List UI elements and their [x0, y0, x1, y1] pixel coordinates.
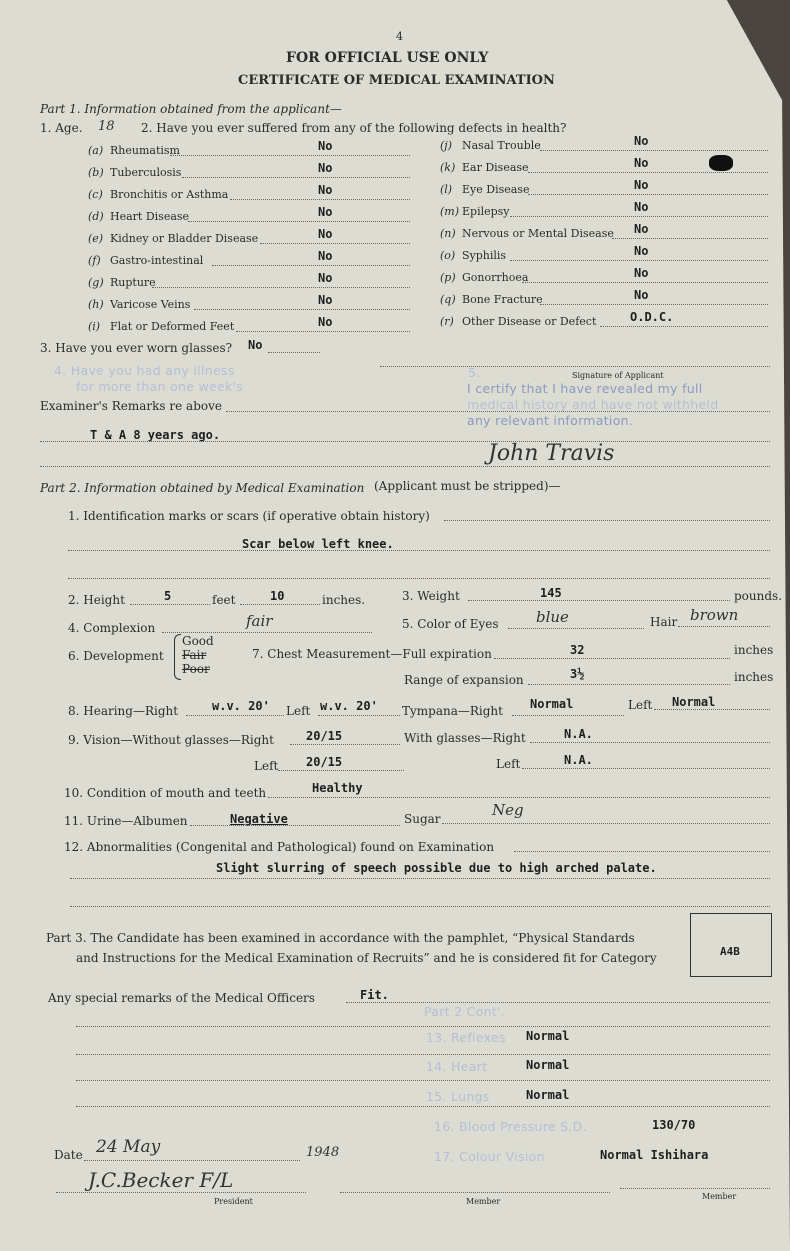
defect-letter: (r) — [440, 315, 454, 328]
dotted-leader — [528, 172, 768, 173]
defect-label: Rheumatism — [110, 144, 180, 157]
age-label: 1. Age. — [40, 121, 83, 135]
defect-letter: (l) — [440, 183, 453, 196]
examiner-remarks-value: T & A 8 years ago. — [90, 428, 221, 442]
defect-answer: No — [318, 205, 333, 219]
defect-label: Flat or Deformed Feet — [110, 320, 235, 333]
defect-answer: No — [318, 249, 333, 263]
development-option-fair: Fair — [182, 648, 207, 662]
weight-value: 145 — [540, 586, 562, 600]
defect-label: Kidney or Bladder Disease — [110, 232, 259, 245]
signature-caption: Signature of Applicant — [572, 371, 664, 380]
part3-line-2: and Instructions for the Medical Examination of Recruits” and he is considered fit for Category — [76, 951, 657, 965]
defect-letter: (n) — [440, 227, 456, 240]
urine-label: 11. Urine—Albumen — [64, 814, 188, 828]
expansion-value: 3½ — [570, 667, 585, 681]
mouth-value: Healthy — [312, 781, 363, 795]
age-value: 18 — [98, 119, 115, 134]
dotted-leader — [528, 194, 768, 195]
defect-answer: No — [318, 315, 333, 329]
development-option-poor: Poor — [182, 662, 210, 676]
dotted-leader — [612, 238, 768, 239]
vision-label: 9. Vision—Without glasses—Right — [68, 733, 274, 747]
president-signature: J.C.Becker F/L — [88, 1168, 234, 1192]
development-option-good: Good — [182, 634, 214, 648]
hair-label: Hair — [650, 615, 678, 629]
defect-letter: (g) — [88, 276, 104, 289]
defect-letter: (h) — [88, 298, 104, 311]
defect-answer: No — [318, 293, 333, 307]
eyes-label: 5. Color of Eyes — [402, 617, 499, 631]
identification-value: Scar below left knee. — [242, 537, 394, 551]
page-number: 4 — [396, 30, 403, 43]
year-value: 1948 — [306, 1145, 340, 1160]
weight-label: 3. Weight — [402, 589, 460, 603]
continuation-item-label: 15. Lungs — [426, 1089, 490, 1104]
defect-letter: (b) — [88, 166, 104, 179]
defect-answer: No — [634, 244, 649, 258]
complexion-label: 4. Complexion — [68, 621, 156, 635]
dotted-leader — [236, 331, 410, 332]
defect-label: Syphilis — [462, 249, 507, 262]
defect-letter: (j) — [440, 139, 452, 152]
page-subtitle: CERTIFICATE OF MEDICAL EXAMINATION — [238, 73, 555, 88]
urine-value: Negative — [230, 812, 288, 826]
defect-letter: (d) — [88, 210, 104, 223]
category-value: A4B — [720, 945, 740, 958]
dotted-leader — [170, 155, 410, 156]
defect-answer: No — [634, 222, 649, 236]
defect-label: Ear Disease — [462, 161, 529, 174]
defect-letter: (k) — [440, 161, 456, 174]
continuation-item-value: Normal — [526, 1058, 570, 1072]
question-2: 2. Have you ever suffered from any of the following defects in health? — [141, 121, 567, 135]
vision-left-value: 20/15 — [306, 755, 343, 769]
development-label: 6. Development — [68, 649, 164, 663]
tympana-left-value: Normal — [672, 695, 716, 709]
inches-label: inches. — [322, 593, 366, 607]
page-title: FOR OFFICIAL USE ONLY — [286, 50, 489, 66]
chest-value: 32 — [570, 643, 585, 657]
dotted-leader — [522, 282, 768, 283]
defect-label: Varicose Veins — [110, 298, 191, 311]
dotted-leader — [540, 150, 768, 151]
defect-answer: No — [634, 134, 649, 148]
dotted-leader — [510, 216, 768, 217]
defect-label: Gonorrhoea — [462, 271, 529, 284]
continuation-item-label: 14. Heart — [426, 1059, 488, 1074]
member-label-1: Member — [466, 1197, 501, 1206]
hearing-right-value: w.v. 20' — [212, 699, 270, 713]
dotted-leader — [230, 199, 410, 200]
defect-label: Epilepsy — [462, 205, 510, 218]
member-label-2: Member — [702, 1192, 737, 1201]
defect-label: Bone Fracture — [462, 293, 543, 306]
identification-label: 1. Identification marks or scars (if operative obtain history) — [68, 509, 430, 523]
hearing-left-value: w.v. 20' — [320, 699, 378, 713]
defect-answer: O.D.C. — [630, 310, 674, 324]
defect-letter: (c) — [88, 188, 103, 201]
with-glasses-right-value: N.A. — [564, 727, 593, 741]
date-label: Date — [54, 1148, 83, 1162]
question-4-stamp-line-1: 4. Have you had any illness — [54, 363, 235, 378]
defect-label: Heart Disease — [110, 210, 190, 223]
dotted-leader — [600, 326, 768, 327]
defect-answer: No — [318, 183, 333, 197]
defect-letter: (m) — [440, 205, 460, 218]
defect-letter: (e) — [88, 232, 104, 245]
continuation-item-value: 130/70 — [652, 1118, 696, 1132]
applicant-signature: John Travis — [488, 441, 615, 466]
defect-label: Eye Disease — [462, 183, 530, 196]
defect-label: Nervous or Mental Disease — [462, 227, 614, 240]
with-glasses-label: With glasses—Right — [404, 731, 526, 745]
continuation-item-label: 16. Blood Pressure S.D. — [434, 1119, 587, 1134]
dotted-leader — [212, 265, 410, 266]
dotted-leader — [194, 309, 410, 310]
question-5-stamp-line-3: medical history and have not withheld — [467, 397, 719, 412]
defect-answer: No — [318, 271, 333, 285]
height-feet: 5 — [164, 589, 172, 603]
defect-answer: No — [634, 200, 649, 214]
question-5-stamp-line-2: I certify that I have revealed my full — [467, 381, 703, 396]
continuation-item-value: Normal — [526, 1088, 570, 1102]
defect-answer: No — [634, 178, 649, 192]
defect-label: Nasal Trouble — [462, 139, 541, 152]
development-brace — [174, 634, 181, 680]
hearing-label: 8. Hearing—Right — [68, 704, 179, 718]
special-remarks-value: Fit. — [360, 988, 389, 1002]
part2-heading: Part 2. Information obtained by Medical Examination — [40, 481, 365, 495]
defect-letter: (i) — [88, 320, 101, 333]
special-remarks-label: Any special remarks of the Medical Officers — [48, 991, 315, 1005]
continuation-item-label: 17. Colour Vision — [434, 1149, 545, 1164]
defect-answer: No — [634, 156, 649, 170]
height-label: 2. Height — [68, 593, 125, 607]
tympana-right-value: Normal — [530, 697, 574, 711]
question-4-stamp-line-2: for more than one week's — [76, 379, 244, 394]
examiner-remarks-label: Examiner's Remarks re above — [40, 399, 222, 413]
defect-label: Bronchitis or Asthma — [110, 188, 229, 201]
defect-answer: No — [318, 227, 333, 241]
defect-label: Tuberculosis — [110, 166, 182, 179]
dotted-leader — [510, 260, 768, 261]
expansion-label: Range of expansion — [404, 673, 524, 687]
dotted-leader — [182, 177, 410, 178]
defect-letter: (o) — [440, 249, 456, 262]
abnormalities-label: 12. Abnormalities (Congenital and Pathological) found on Examination — [64, 840, 495, 854]
defect-label: Rupture — [110, 276, 156, 289]
question-3-answer: No — [248, 338, 263, 352]
chest-unit: inches — [734, 643, 774, 657]
feet-label: feet — [212, 593, 236, 607]
hearing-left-label: Left — [286, 704, 311, 718]
question-5-stamp-number: 5. — [468, 365, 481, 380]
defect-letter: (q) — [440, 293, 456, 306]
defect-answer: No — [634, 288, 649, 302]
president-label: President — [214, 1197, 253, 1206]
tympana-left-label: Left — [628, 698, 653, 712]
defect-answer: No — [634, 266, 649, 280]
continuation-item-label: 13. Reflexes — [426, 1030, 506, 1045]
defect-letter: (p) — [440, 271, 456, 284]
chest-label: 7. Chest Measurement—Full expiration — [252, 647, 492, 661]
vision-right-value: 20/15 — [306, 729, 343, 743]
defect-label: Other Disease or Defect — [462, 315, 597, 328]
vision-left-label: Left — [254, 759, 279, 773]
defect-letter: (f) — [88, 254, 101, 267]
sugar-value: Neg — [492, 801, 524, 819]
defect-label: Gastro-intestinal — [110, 254, 204, 267]
eyes-value: blue — [536, 608, 569, 626]
hair-value: brown — [690, 606, 739, 624]
with-glasses-left-label: Left — [496, 757, 521, 771]
continuation-item-value: Normal — [526, 1029, 570, 1043]
defect-answer: No — [318, 161, 333, 175]
dotted-leader — [152, 287, 410, 288]
with-glasses-left-value: N.A. — [564, 753, 593, 767]
defect-letter: (a) — [88, 144, 104, 157]
dotted-leader — [540, 304, 768, 305]
part1-heading: Part 1. Information obtained from the applicant— — [40, 102, 342, 116]
continuation-item-value: Normal Ishihara — [600, 1148, 709, 1162]
part3-line-1: Part 3. The Candidate has been examined in accordance with the pamphlet, “Physical Standards — [46, 931, 635, 945]
part2-heading-note: (Applicant must be stripped)— — [374, 479, 561, 493]
sugar-label: Sugar — [404, 812, 441, 826]
defect-answer: No — [318, 139, 333, 153]
pounds-label: pounds. — [734, 589, 783, 603]
mouth-label: 10. Condition of mouth and teeth — [64, 786, 267, 800]
date-value: 24 May — [96, 1137, 161, 1157]
abnormalities-value: Slight slurring of speech possible due to high arched palate. — [216, 861, 657, 875]
dotted-leader — [188, 221, 410, 222]
question-3-label: 3. Have you ever worn glasses? — [40, 341, 233, 355]
height-inches: 10 — [270, 589, 285, 603]
dotted-leader — [260, 243, 410, 244]
tympana-label: Tympana—Right — [402, 704, 503, 718]
complexion-value: fair — [246, 612, 273, 630]
ink-blot — [709, 155, 733, 171]
expansion-unit: inches — [734, 670, 774, 684]
continuation-stamp: Part 2 Cont'. — [424, 1004, 506, 1019]
question-5-stamp-line-4: any relevant information. — [467, 413, 634, 428]
